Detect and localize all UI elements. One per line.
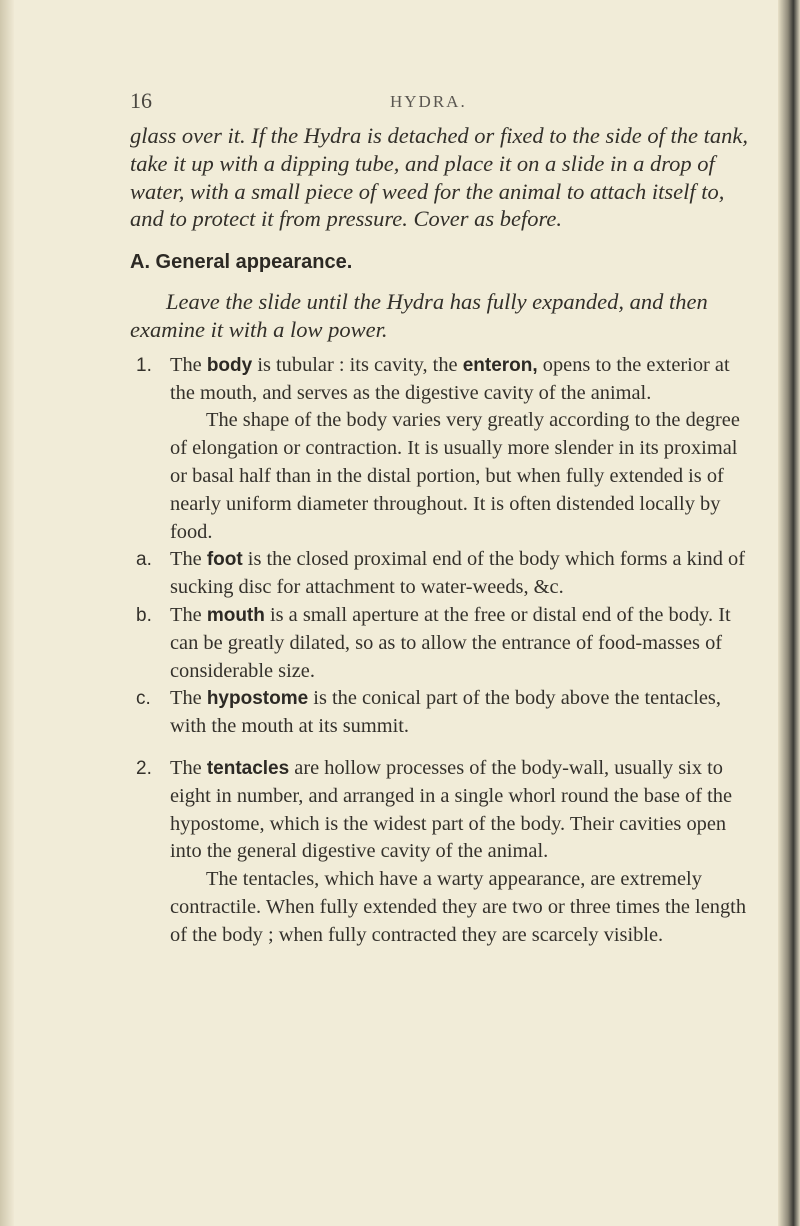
page-edge xyxy=(778,0,800,1226)
list-item-mouth xyxy=(130,602,752,685)
list-item-foot xyxy=(130,546,752,602)
item-continuation: The tentacles, which have a warty appearance, are extremely contractile. When fully extended they are two or three times the length of the body ; when fully contracted they are scarcely visible. xyxy=(170,868,747,946)
term-hypostome: hypostome xyxy=(206,688,309,710)
item-lead: The xyxy=(170,548,202,571)
instruction-paragraph: Leave the slide until the Hydra has fully expanded, and then examine it with a low power. xyxy=(130,289,708,342)
item-text: are hollow processes of the body-wall, usually six to eight in number, and arranged in a single whorl round the base of the hypostome, which is the widest part of the body. Their cavities open into the general digestive cavity of the animal. xyxy=(170,756,733,863)
term-body: body xyxy=(206,354,253,376)
item-letter: a. xyxy=(136,549,152,571)
item-continuation: The shape of the body varies very greatly according to the degree of elongation or contraction. It is usually more slender in its proximal or basal half than in the distal portion, but when fully extended is of nearly uniform diameter throughout. It is often distended locally by food. xyxy=(170,409,740,543)
item-letter: c. xyxy=(136,688,151,710)
section-heading: A. General appearance. xyxy=(130,251,353,274)
list-item-body xyxy=(130,352,752,408)
item-lead: The xyxy=(170,353,202,376)
item-text: is the closed proximal end of the body which forms a kind of sucking disc for attachment to water-weeds, &c. xyxy=(170,548,745,599)
item-number: 2. xyxy=(136,757,152,779)
term-enteron: enteron, xyxy=(462,354,538,376)
term-mouth: mouth xyxy=(206,604,265,626)
item-lead: The xyxy=(170,756,202,779)
item-text: is the conical part of the body above the tentacles, with the mouth at its summit. xyxy=(170,687,721,738)
page-body xyxy=(130,122,752,950)
item-text: is a small aperture at the free or distal end of the body. It can be greatly dilated, so as to allow the entrance of food-masses of considerable size. xyxy=(170,603,731,682)
list-item-tentacles xyxy=(130,755,752,866)
page-number: 16 xyxy=(130,88,152,113)
item-letter: b. xyxy=(136,604,152,626)
intro-paragraph: glass over it. If the Hydra is detached or fixed to the side of the tank, take it up with a dipping tube, and place it on a slide in a drop of water, with a small piece of weed for the animal to attach itself to, and to protect it from pressure. Cover as before. xyxy=(130,123,749,232)
page-gutter-shadow xyxy=(0,0,14,1226)
item-text: is tubular : its cavity, the xyxy=(257,353,458,376)
term-foot: foot xyxy=(206,549,243,571)
item-lead: The xyxy=(170,687,202,710)
item-text: opens to the exterior at the mouth, and serves as the digestive cavity of the animal. xyxy=(170,353,730,404)
list-item-hypostome xyxy=(130,685,752,741)
running-head: HYDRA. xyxy=(390,92,467,111)
item-number: 1. xyxy=(136,354,152,376)
item-lead: The xyxy=(170,603,202,626)
term-tentacles: tentacles xyxy=(206,757,290,779)
page-header xyxy=(130,88,770,118)
